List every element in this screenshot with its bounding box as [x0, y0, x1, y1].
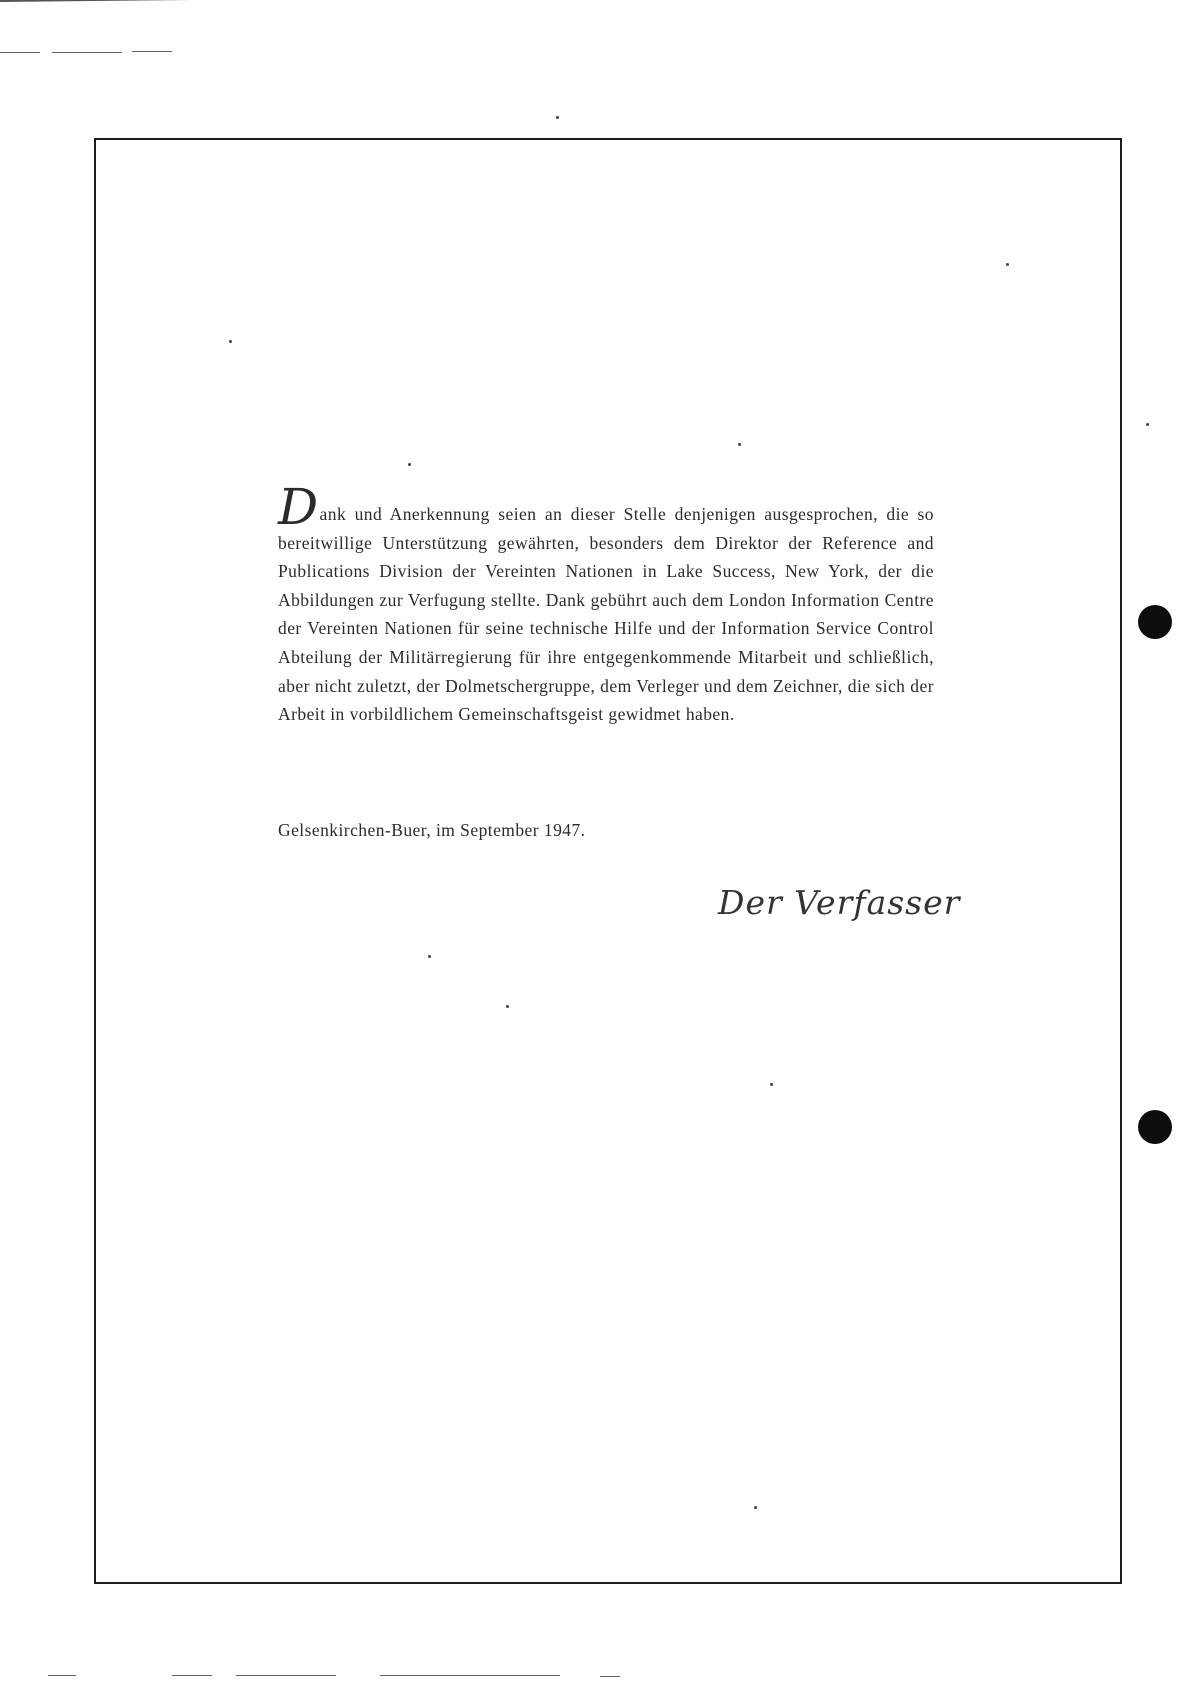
paragraph-text: ank und Anerkennung seien an dieser Stelle denjenigen ausgesprochen, die so bereitwillige Unterstützung gewährten, besonders dem Direktor der Reference and Publications Division der Vereinten Nationen in Lake Success, New York, der die Abbildungen zur Verfugung stellte. Dank gebührt auch dem London Information Centre der Vereinten Nationen für seine technische Hilfe und der Information Service Control Abteilung der Militärregierung für ihre entgegenkommende Mitarbeit und schließlich, aber nicht zuletzt, der Dolmetschergruppe, dem Verleger und dem Zeichner, die sich der Arbeit in vorbildlichem Gemeinschaftsgeist gewidmet haben.	[278, 504, 934, 725]
scan-speck	[428, 955, 431, 958]
scan-artifact-line	[380, 1675, 560, 1676]
punch-hole	[1138, 605, 1172, 639]
scan-speck	[1146, 423, 1149, 426]
scan-speck	[229, 340, 232, 343]
punch-hole	[1138, 1110, 1172, 1144]
scan-artifact-line	[600, 1676, 620, 1677]
drop-cap: D	[278, 478, 319, 536]
acknowledgement-paragraph	[278, 478, 934, 729]
scan-artifact-line	[236, 1675, 336, 1676]
scan-speck	[556, 116, 559, 119]
scan-artifact-line	[48, 1675, 76, 1676]
scan-artifact-line	[132, 51, 172, 52]
scan-speck	[770, 1083, 773, 1086]
scan-speck	[738, 443, 741, 446]
scan-artifact-line	[52, 52, 122, 53]
scan-artifact-line	[172, 1675, 212, 1676]
scan-speck	[1006, 263, 1009, 266]
place-and-date: Gelsenkirchen-Buer, im September 1947.	[278, 820, 586, 840]
author-signature: Der Verfasser	[718, 883, 961, 922]
scan-speck	[506, 1005, 509, 1008]
page-frame	[94, 138, 1122, 1584]
scan-speck	[754, 1506, 757, 1509]
paper-top-edge	[0, 0, 480, 2]
scan-speck	[408, 463, 411, 466]
scan-artifact-line	[0, 52, 40, 53]
